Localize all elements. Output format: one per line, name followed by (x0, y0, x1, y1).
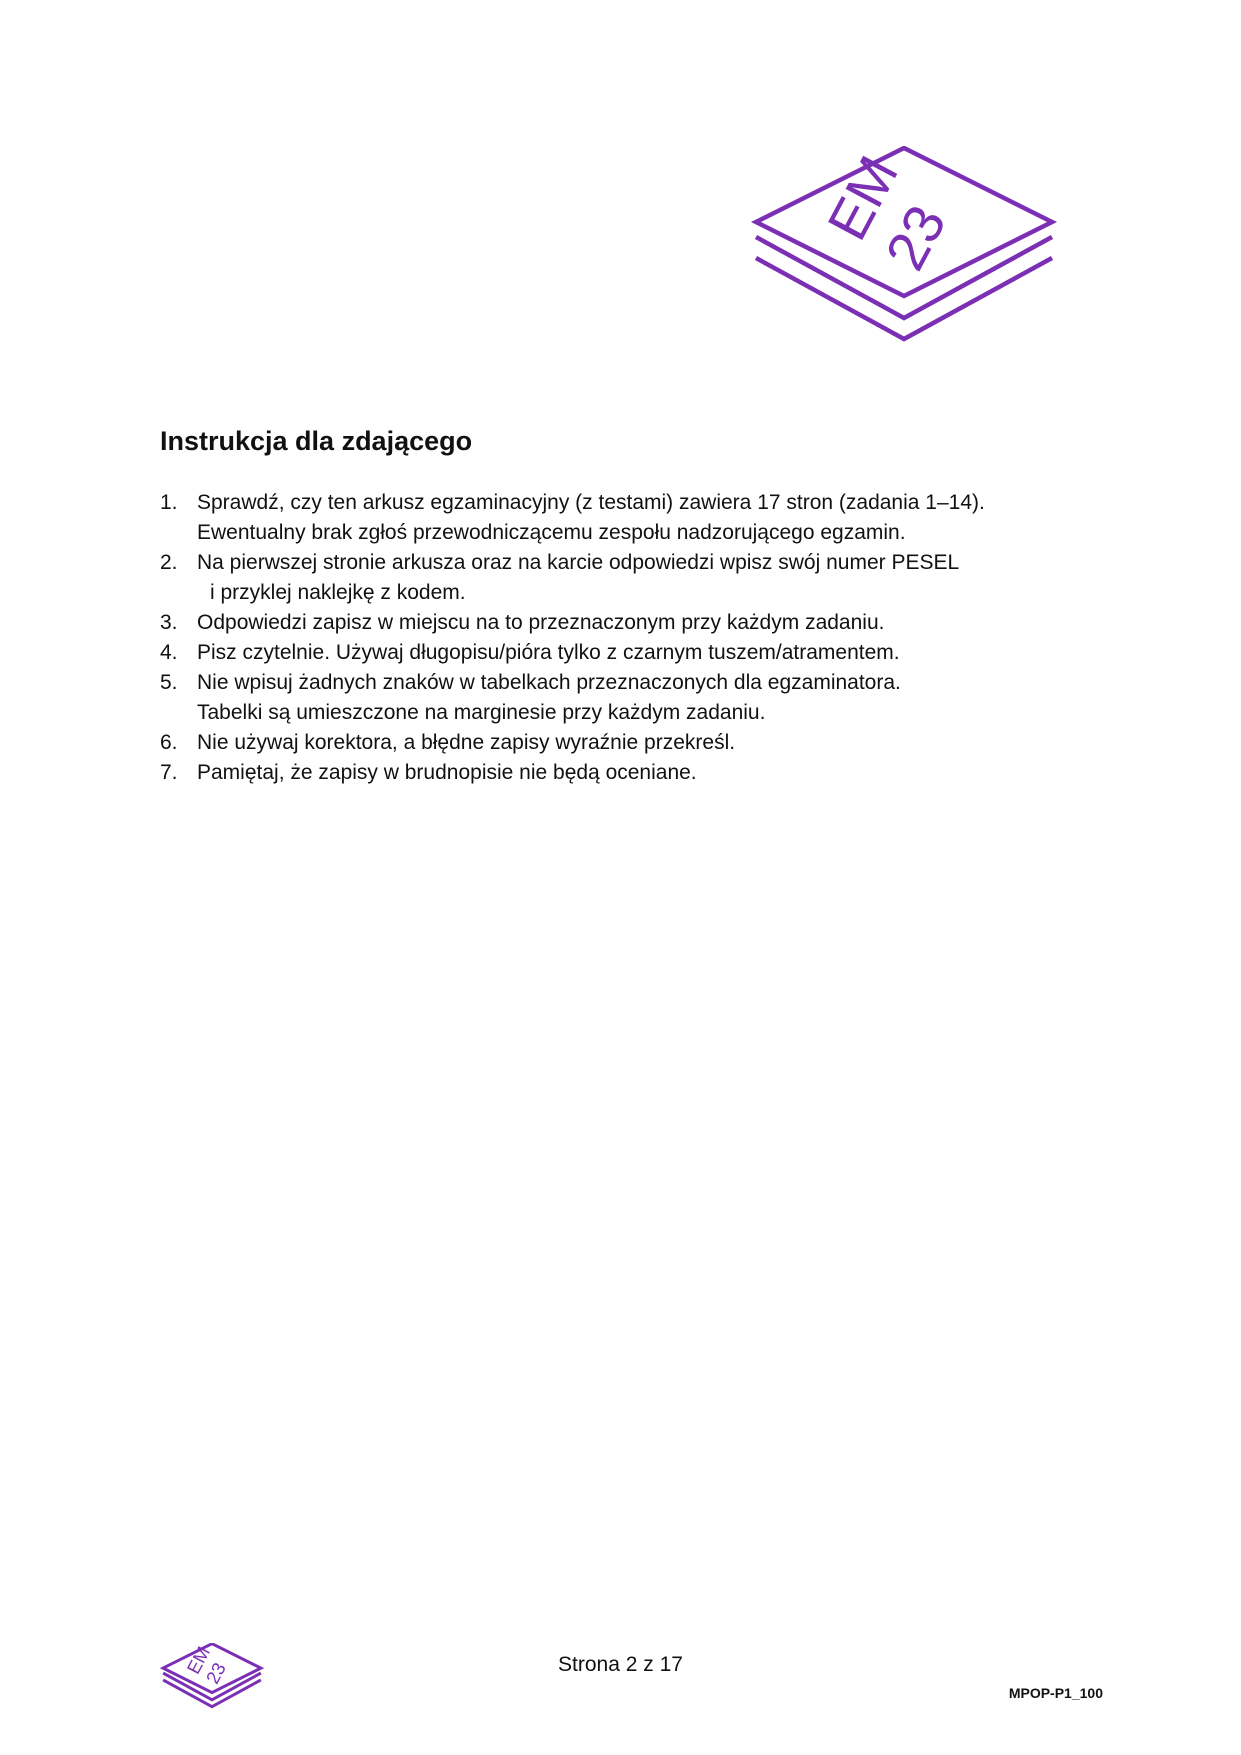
list-item (160, 608, 1120, 638)
item-text: Pisz czytelnie. Używaj długopisu/pióra tylko z czarnym tuszem/atramentem. (197, 641, 900, 664)
list-item (160, 488, 1120, 548)
item-number: 7. (160, 761, 178, 784)
item-number: 5. (160, 671, 178, 694)
item-text: Odpowiedzi zapisz w miejscu na to przeznaczonym przy każdym zadaniu. (197, 611, 885, 634)
svg-text:EM: EM (814, 146, 911, 250)
item-text: i przyklej naklejkę z kodem. (210, 581, 466, 604)
svg-text:EM: EM (182, 1643, 215, 1678)
list-item (160, 638, 1120, 668)
item-text: Na pierwszej stronie arkusza oraz na karcie odpowiedzi wpisz swój numer PESEL (197, 551, 960, 574)
list-item (160, 758, 1120, 788)
document-code: MPOP-P1_100 (1008, 1685, 1103, 1701)
item-number: 2. (160, 551, 178, 574)
item-number: 1. (160, 491, 178, 514)
list-item (160, 668, 1120, 728)
item-number: 3. (160, 611, 178, 634)
item-number: 6. (160, 731, 178, 754)
page-number: Strona 2 z 17 (558, 1653, 683, 1676)
em23-logo-large (748, 146, 1060, 358)
svg-text:23: 23 (201, 1659, 230, 1688)
item-text: Nie używaj korektora, a błędne zapisy wyraźnie przekreśl. (197, 731, 736, 754)
item-text: Ewentualny brak zgłoś przewodniczącemu zespołu nadzorującego egzamin. (197, 521, 906, 544)
item-text: Nie wpisuj żadnych znaków w tabelkach przeznaczonych dla egzaminatora. (197, 671, 901, 694)
list-item (160, 728, 1120, 758)
item-text: Pamiętaj, że zapisy w brudnopisie nie będą oceniane. (197, 761, 697, 784)
list-item (160, 548, 1120, 608)
instructions-list (160, 488, 1120, 788)
item-text: Tabelki są umieszczone na marginesie przy każdym zadaniu. (197, 701, 766, 724)
svg-text:23: 23 (872, 195, 958, 280)
item-text: Sprawdź, czy ten arkusz egzaminacyjny (z testami) zawiera 17 stron (zadania 1–14). (197, 491, 985, 514)
item-number: 4. (160, 641, 178, 664)
page-title: Instrukcja dla zdającego (160, 426, 473, 456)
